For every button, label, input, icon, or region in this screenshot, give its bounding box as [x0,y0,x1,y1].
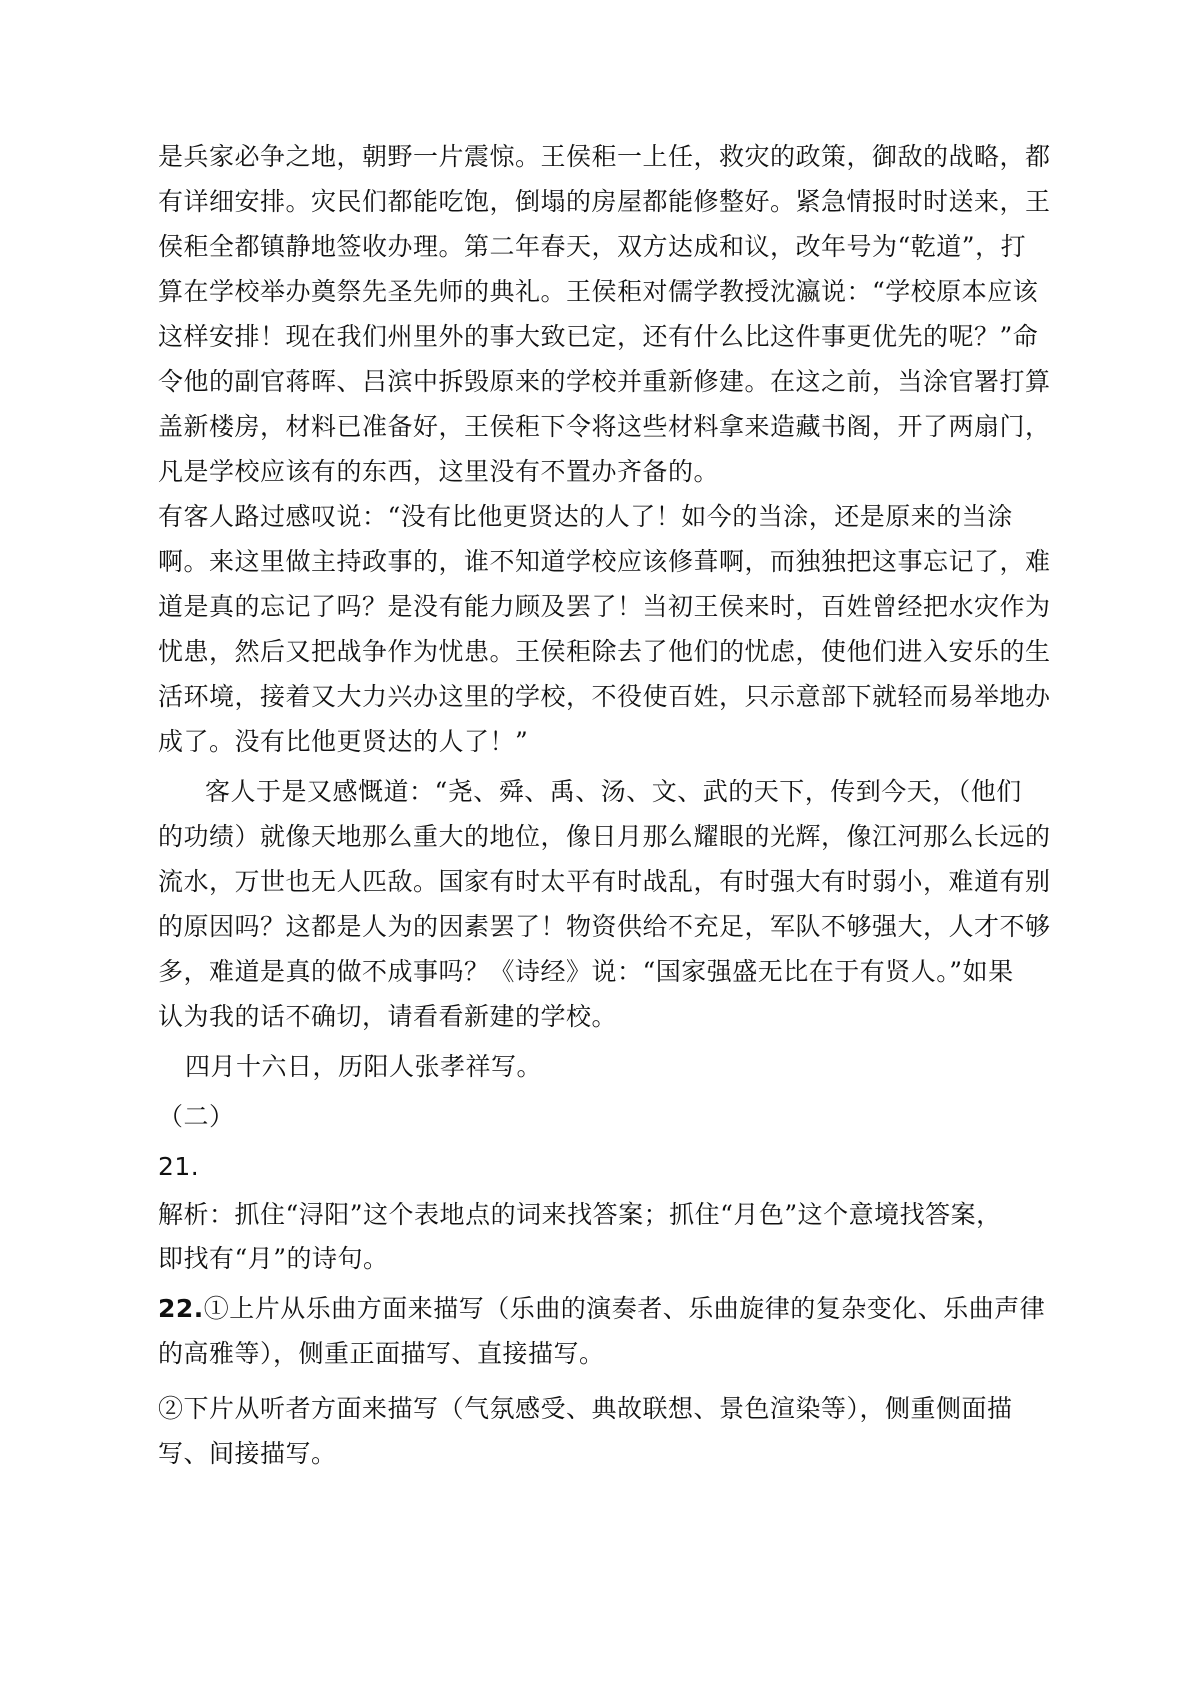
text-line: 啊。来这里做主持政事的，谁不知道学校应该修葺啊，而独独把这事忘记了，难 [158,547,1051,576]
text-line: 盖新楼房，材料已准备好，王侯秬下令将这些材料拿来造藏书阁，开了两扇门， [158,412,1051,441]
q22-point1-line-2: 的高雅等），侧重正面描写、直接描写。 [158,1339,605,1368]
q22-point2-line-1: ②下片从听者方面来描写（气氛感受、典故联想、景色渲染等），侧重侧面描 [158,1394,1013,1423]
text-line: 多，难道是真的做不成事吗？《诗经》说：“国家强盛无比在于有贤人。”如果 [158,957,1014,986]
text-line: 的原因吗？这都是人为的因素罢了！物资供给不充足，军队不够强大，人才不够 [158,912,1051,941]
question-number-22: 22. [158,1294,204,1323]
text-line: 客人于是又感慨道：“尧、舜、禹、汤、文、武的天下，传到今天，（他们 [205,777,1022,806]
signature-line: 四月十六日，历阳人张孝祥写。 [185,1052,543,1081]
text-line: 流水，万世也无人匹敌。国家有时太平有时战乱，有时强大有时弱小，难道有别 [158,867,1051,896]
text-line: 侯秬全都镇静地签收办理。第二年春天，双方达成和议，改年号为“乾道”，打 [158,232,1027,261]
q22-point2-line-2: 写、间接描写。 [158,1439,337,1468]
text-line: 成了。没有比他更贤达的人了！” [158,727,529,756]
text-line: 有客人路过感叹说：“没有比他更贤达的人了！如今的当涂，还是原来的当涂 [158,502,1013,531]
text-line: 有详细安排。灾民们都能吃饱，倒塌的房屋都能修整好。紧急情报时时送来，王 [158,187,1051,216]
text-line: 道是真的忘记了吗？是没有能力顾及罢了！当初王侯来时，百姓曾经把水灾作为 [158,592,1051,621]
text-line: 认为我的话不确切，请看看新建的学校。 [158,1002,618,1031]
q21-analysis-line: 解析：抓住“浔阳”这个表地点的词来找答案；抓住“月色”这个意境找答案， [158,1200,1002,1229]
text-line: 这样安排！现在我们州里外的事大致已定，还有什么比这件事更优先的呢？”命 [158,322,1039,351]
text-line: 的功绩）就像天地那么重大的地位，像日月那么耀眼的光辉，像江河那么长远的 [158,822,1051,851]
question-number-21: 21. [158,1152,200,1181]
text-line: 活环境，接着又大力兴办这里的学校，不役使百姓，只示意部下就轻而易举地办 [158,682,1051,711]
text-line: 算在学校举办奠祭先圣先师的典礼。王侯秬对儒学教授沈瀛说：“学校原本应该 [158,277,1039,306]
text-line: 令他的副官蒋晖、吕滨中拆毁原来的学校并重新修建。在这之前，当涂官署打算 [158,367,1051,396]
q21-analysis-line: 即找有“月”的诗句。 [158,1244,389,1273]
text-line: 忧患，然后又把战争作为忧患。王侯秬除去了他们的忧虑，使他们进入安乐的生 [158,637,1051,666]
section-heading: （二） [158,1102,235,1131]
q22-point1-text: ①上片从乐曲方面来描写（乐曲的演奏者、乐曲旋律的复杂变化、乐曲声律 [203,1294,1046,1323]
q22-point1-line-1 [158,1292,1045,1326]
text-line: 是兵家必争之地，朝野一片震惊。王侯秬一上任，救灾的政策，御敌的战略，都 [158,142,1051,171]
text-line: 凡是学校应该有的东西，这里没有不置办齐备的。 [158,457,720,486]
